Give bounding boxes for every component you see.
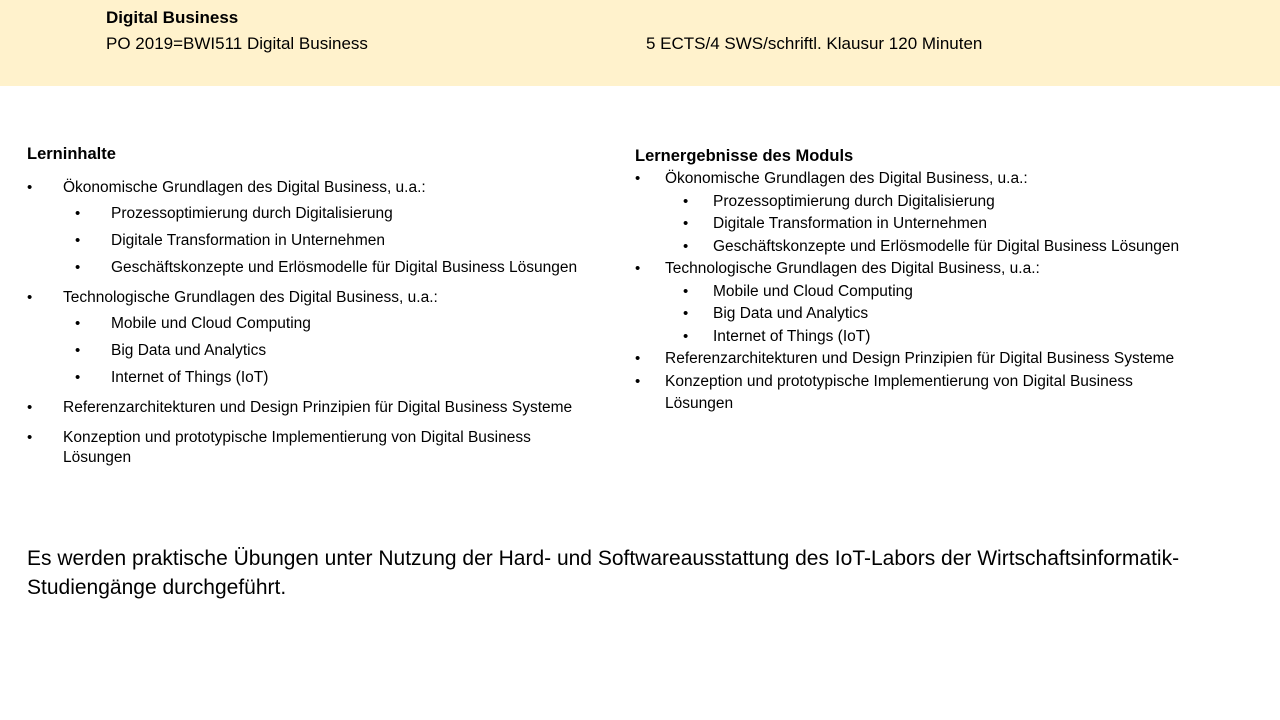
list-item bbox=[27, 398, 627, 418]
sub-list-item bbox=[665, 236, 1275, 259]
list-item bbox=[27, 178, 627, 278]
sub-list bbox=[665, 191, 1275, 259]
bullet-icon: • bbox=[683, 305, 689, 322]
list-item-text: Referenzarchitekturen und Design Prinzipien für Digital Business Systeme bbox=[665, 350, 1175, 367]
sub-list bbox=[63, 204, 627, 278]
list-item bbox=[27, 288, 627, 388]
bullet-icon: • bbox=[75, 315, 81, 332]
sub-list-item-text: Digitale Transformation in Unternehmen bbox=[111, 232, 385, 249]
learning-contents-heading: Lerninhalte bbox=[27, 145, 116, 163]
sub-list-item bbox=[665, 281, 1275, 304]
list-item bbox=[635, 371, 1275, 416]
learning-contents-list bbox=[27, 178, 627, 468]
bullet-icon: • bbox=[75, 232, 81, 249]
bullet-icon: • bbox=[27, 399, 33, 416]
sub-list-item-text: Geschäftskonzepte und Erlösmodelle für Digital Business Lösungen bbox=[111, 259, 578, 276]
module-title: Digital Business bbox=[106, 8, 239, 27]
sub-list-item-text: Big Data und Analytics bbox=[111, 342, 267, 359]
sub-list-item-text: Prozessoptimierung durch Digitalisierung bbox=[111, 205, 393, 222]
sub-list-item-text: Digitale Transformation in Unternehmen bbox=[713, 215, 987, 232]
list-item-text: Ökonomische Grundlagen des Digital Business, u.a.: bbox=[665, 170, 1028, 187]
sub-list-item-text: Internet of Things (IoT) bbox=[111, 369, 269, 386]
bullet-icon: • bbox=[635, 372, 641, 390]
list-item bbox=[27, 428, 627, 468]
bullet-icon: • bbox=[683, 237, 689, 255]
learning-contents-section bbox=[27, 144, 627, 468]
sub-list-item bbox=[63, 368, 627, 388]
bullet-icon: • bbox=[75, 259, 81, 276]
bullet-icon: • bbox=[635, 350, 641, 367]
module-header bbox=[0, 0, 1280, 86]
list-item-text: Ökonomische Grundlagen des Digital Business, u.a.: bbox=[63, 179, 426, 196]
list-item-text: Konzeption und prototypische Implementierung von Digital Business Lösungen bbox=[665, 372, 1133, 412]
sub-list-item-text: Mobile und Cloud Computing bbox=[713, 282, 913, 300]
learning-outcomes-heading: Lernergebnisse des Moduls bbox=[635, 147, 854, 165]
bullet-icon: • bbox=[683, 282, 689, 300]
sub-list-item-text: Big Data und Analytics bbox=[713, 305, 869, 322]
list-item-text: Technologische Grundlagen des Digital Business, u.a.: bbox=[665, 260, 1040, 277]
sub-list-item bbox=[63, 231, 627, 251]
learning-outcomes-section bbox=[635, 146, 1275, 416]
module-credits-info: 5 ECTS/4 SWS/schriftl. Klausur 120 Minuten bbox=[646, 34, 983, 53]
sub-list-item-text: Prozessoptimierung durch Digitalisierung bbox=[713, 192, 995, 210]
sub-list-item-text: Internet of Things (IoT) bbox=[713, 327, 871, 345]
bullet-icon: • bbox=[683, 192, 689, 210]
list-item bbox=[635, 258, 1275, 348]
sub-list-item bbox=[63, 204, 627, 224]
sub-list bbox=[63, 314, 627, 388]
list-item bbox=[635, 348, 1275, 371]
bullet-icon: • bbox=[75, 205, 81, 222]
list-item-text: Technologische Grundlagen des Digital Business, u.a.: bbox=[63, 289, 438, 306]
bullet-icon: • bbox=[683, 327, 689, 345]
bullet-icon: • bbox=[27, 289, 33, 306]
list-item bbox=[635, 168, 1275, 258]
list-item-text: Konzeption und prototypische Implementierung von Digital Business Lösungen bbox=[63, 429, 531, 466]
learning-outcomes-list bbox=[635, 168, 1275, 416]
sub-list-item bbox=[665, 191, 1275, 214]
bullet-icon: • bbox=[27, 179, 33, 196]
sub-list bbox=[665, 281, 1275, 349]
sub-list-item bbox=[63, 341, 627, 361]
module-po-code: PO 2019=BWI511 Digital Business bbox=[106, 34, 368, 53]
bullet-icon: • bbox=[27, 429, 33, 446]
bullet-icon: • bbox=[75, 369, 81, 386]
sub-list-item bbox=[63, 258, 627, 278]
list-item-text: Referenzarchitekturen und Design Prinzipien für Digital Business Systeme bbox=[63, 399, 573, 416]
bullet-icon: • bbox=[683, 215, 689, 232]
bullet-icon: • bbox=[635, 260, 641, 277]
sub-list-item bbox=[665, 303, 1275, 326]
sub-list-item-text: Geschäftskonzepte und Erlösmodelle für Digital Business Lösungen bbox=[713, 237, 1180, 255]
bullet-icon: • bbox=[75, 342, 81, 359]
sub-list-item bbox=[63, 314, 627, 334]
practical-exercises-note: Es werden praktische Übungen unter Nutzung der Hard- und Softwareausstattung des IoT-Labors der Wirtschaftsinformatik-Studiengänge durchgeführt. bbox=[27, 547, 1180, 599]
sub-list-item-text: Mobile und Cloud Computing bbox=[111, 315, 311, 332]
bullet-icon: • bbox=[635, 170, 641, 187]
sub-list-item bbox=[665, 326, 1275, 349]
sub-list-item bbox=[665, 213, 1275, 236]
